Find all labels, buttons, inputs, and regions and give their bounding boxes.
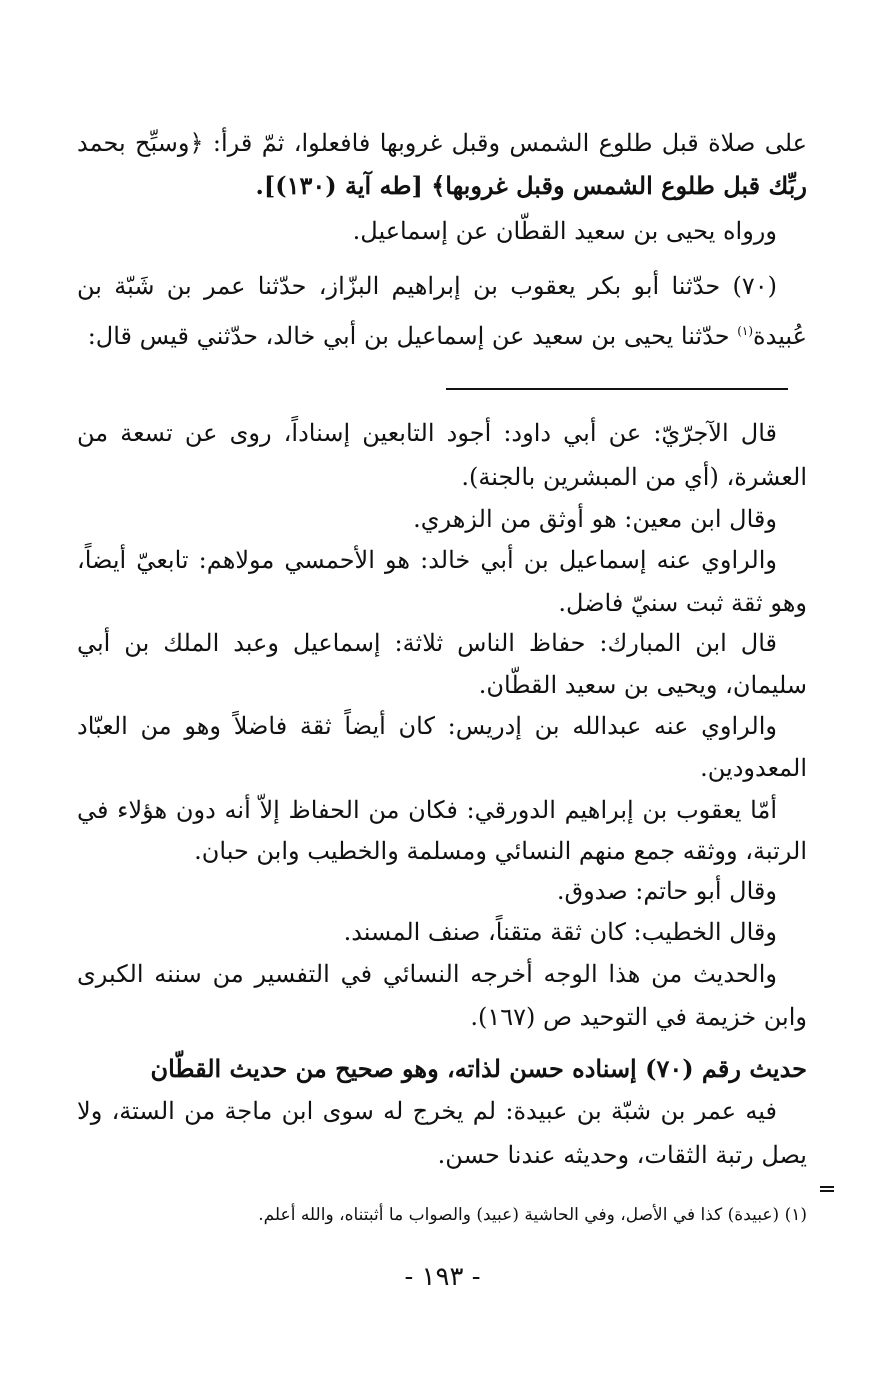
page-number: - ١٩٣ - [404,1262,481,1292]
footnote-marker [820,1186,834,1192]
comment-line-12: وقال أبو حاتم: صدوق. [556,877,777,905]
comment-line-14: والحديث من هذا الوجه أخرجه النسائي في التفسير من سننه الكبرى [77,960,777,988]
comment-line-18: يصل رتبة الثقات، وحديثه عندنا حسن. [437,1141,807,1169]
comment-line-15: وابن خزيمة في التوحيد ص (١٦٧). [470,1003,807,1031]
comment-line-3: وقال ابن معين: هو أوثق من الزهري. [413,505,777,533]
comment-line-7: سليمان، ويحيى بن سعيد القطّان. [478,671,807,699]
main-line-2: ربِّك قبل طلوع الشمس وقبل غروبها﴾ [طه آية (١٣٠)]. [255,171,807,200]
comment-line-2: العشرة، (أي من المبشرين بالجنة). [461,463,807,491]
main-line-4: (٧٠) حدّثنا أبو بكر يعقوب بن إبراهيم البزّاز، حدّثنا عمر بن شَبّة بن [77,272,777,300]
comment-line-8: والراوي عنه عبدالله بن إدريس: كان أيضاً ثقة فاضلاً وهو من العبّاد [77,712,777,740]
comment-line-10: أمّا يعقوب بن إبراهيم الدورقي: فكان من الحفاظ إلاّ أنه دون هؤلاء في [77,796,777,824]
main-line-3: ورواه يحيى بن سعيد القطّان عن إسماعيل. [352,217,777,245]
footnote: (١) (عبيدة) كذا في الأصل، وفي الحاشية (عبيد) والصواب ما أثبتناه، والله أعلم. [258,1205,807,1225]
comment-line-5: وهو ثقة ثبت سنيّ فاضل. [558,589,807,617]
comment-line-17: فيه عمر بن شبّة بن عبيدة: لم يخرج له سوى ابن ماجة من الستة، ولا [77,1097,777,1125]
comment-line-6: قال ابن المبارك: حفاظ الناس ثلاثة: إسماعيل وعبد الملك بن أبي [77,629,777,657]
comment-line-1: قال الآجرّيّ: عن أبي داود: أجود التابعين إسناداً، روى عن تسعة من [77,419,777,447]
comment-line-13: وقال الخطيب: كان ثقة متقناً، صنف المسند. [343,918,777,946]
hadith-grade-heading: حديث رقم (٧٠) إسناده حسن لذاته، وهو صحيح من حديث القطّان [150,1054,807,1083]
comment-line-11: الرتبة، ووثقه جمع منهم النسائي ومسلمة والخطيب وابن حبان. [194,837,807,865]
footnote-ref: (١) [737,324,754,338]
main-line-5: عُبيدة$^{(١)}$ حدّثنا يحيى بن سعيد عن إسماعيل بن أبي خالد، حدّثني قيس قال: [87,322,807,350]
section-divider [446,388,788,390]
comment-line-4: والراوي عنه إسماعيل بن أبي خالد: هو الأحمسي مولاهم: تابعيّ أيضاً، [77,546,777,574]
comment-line-9: المعدودين. [700,754,807,782]
main-line-1: على صلاة قبل طلوع الشمس وقبل غروبها فافعلوا، ثمّ قرأ: ﴿وسبِّح بحمد [77,129,807,157]
